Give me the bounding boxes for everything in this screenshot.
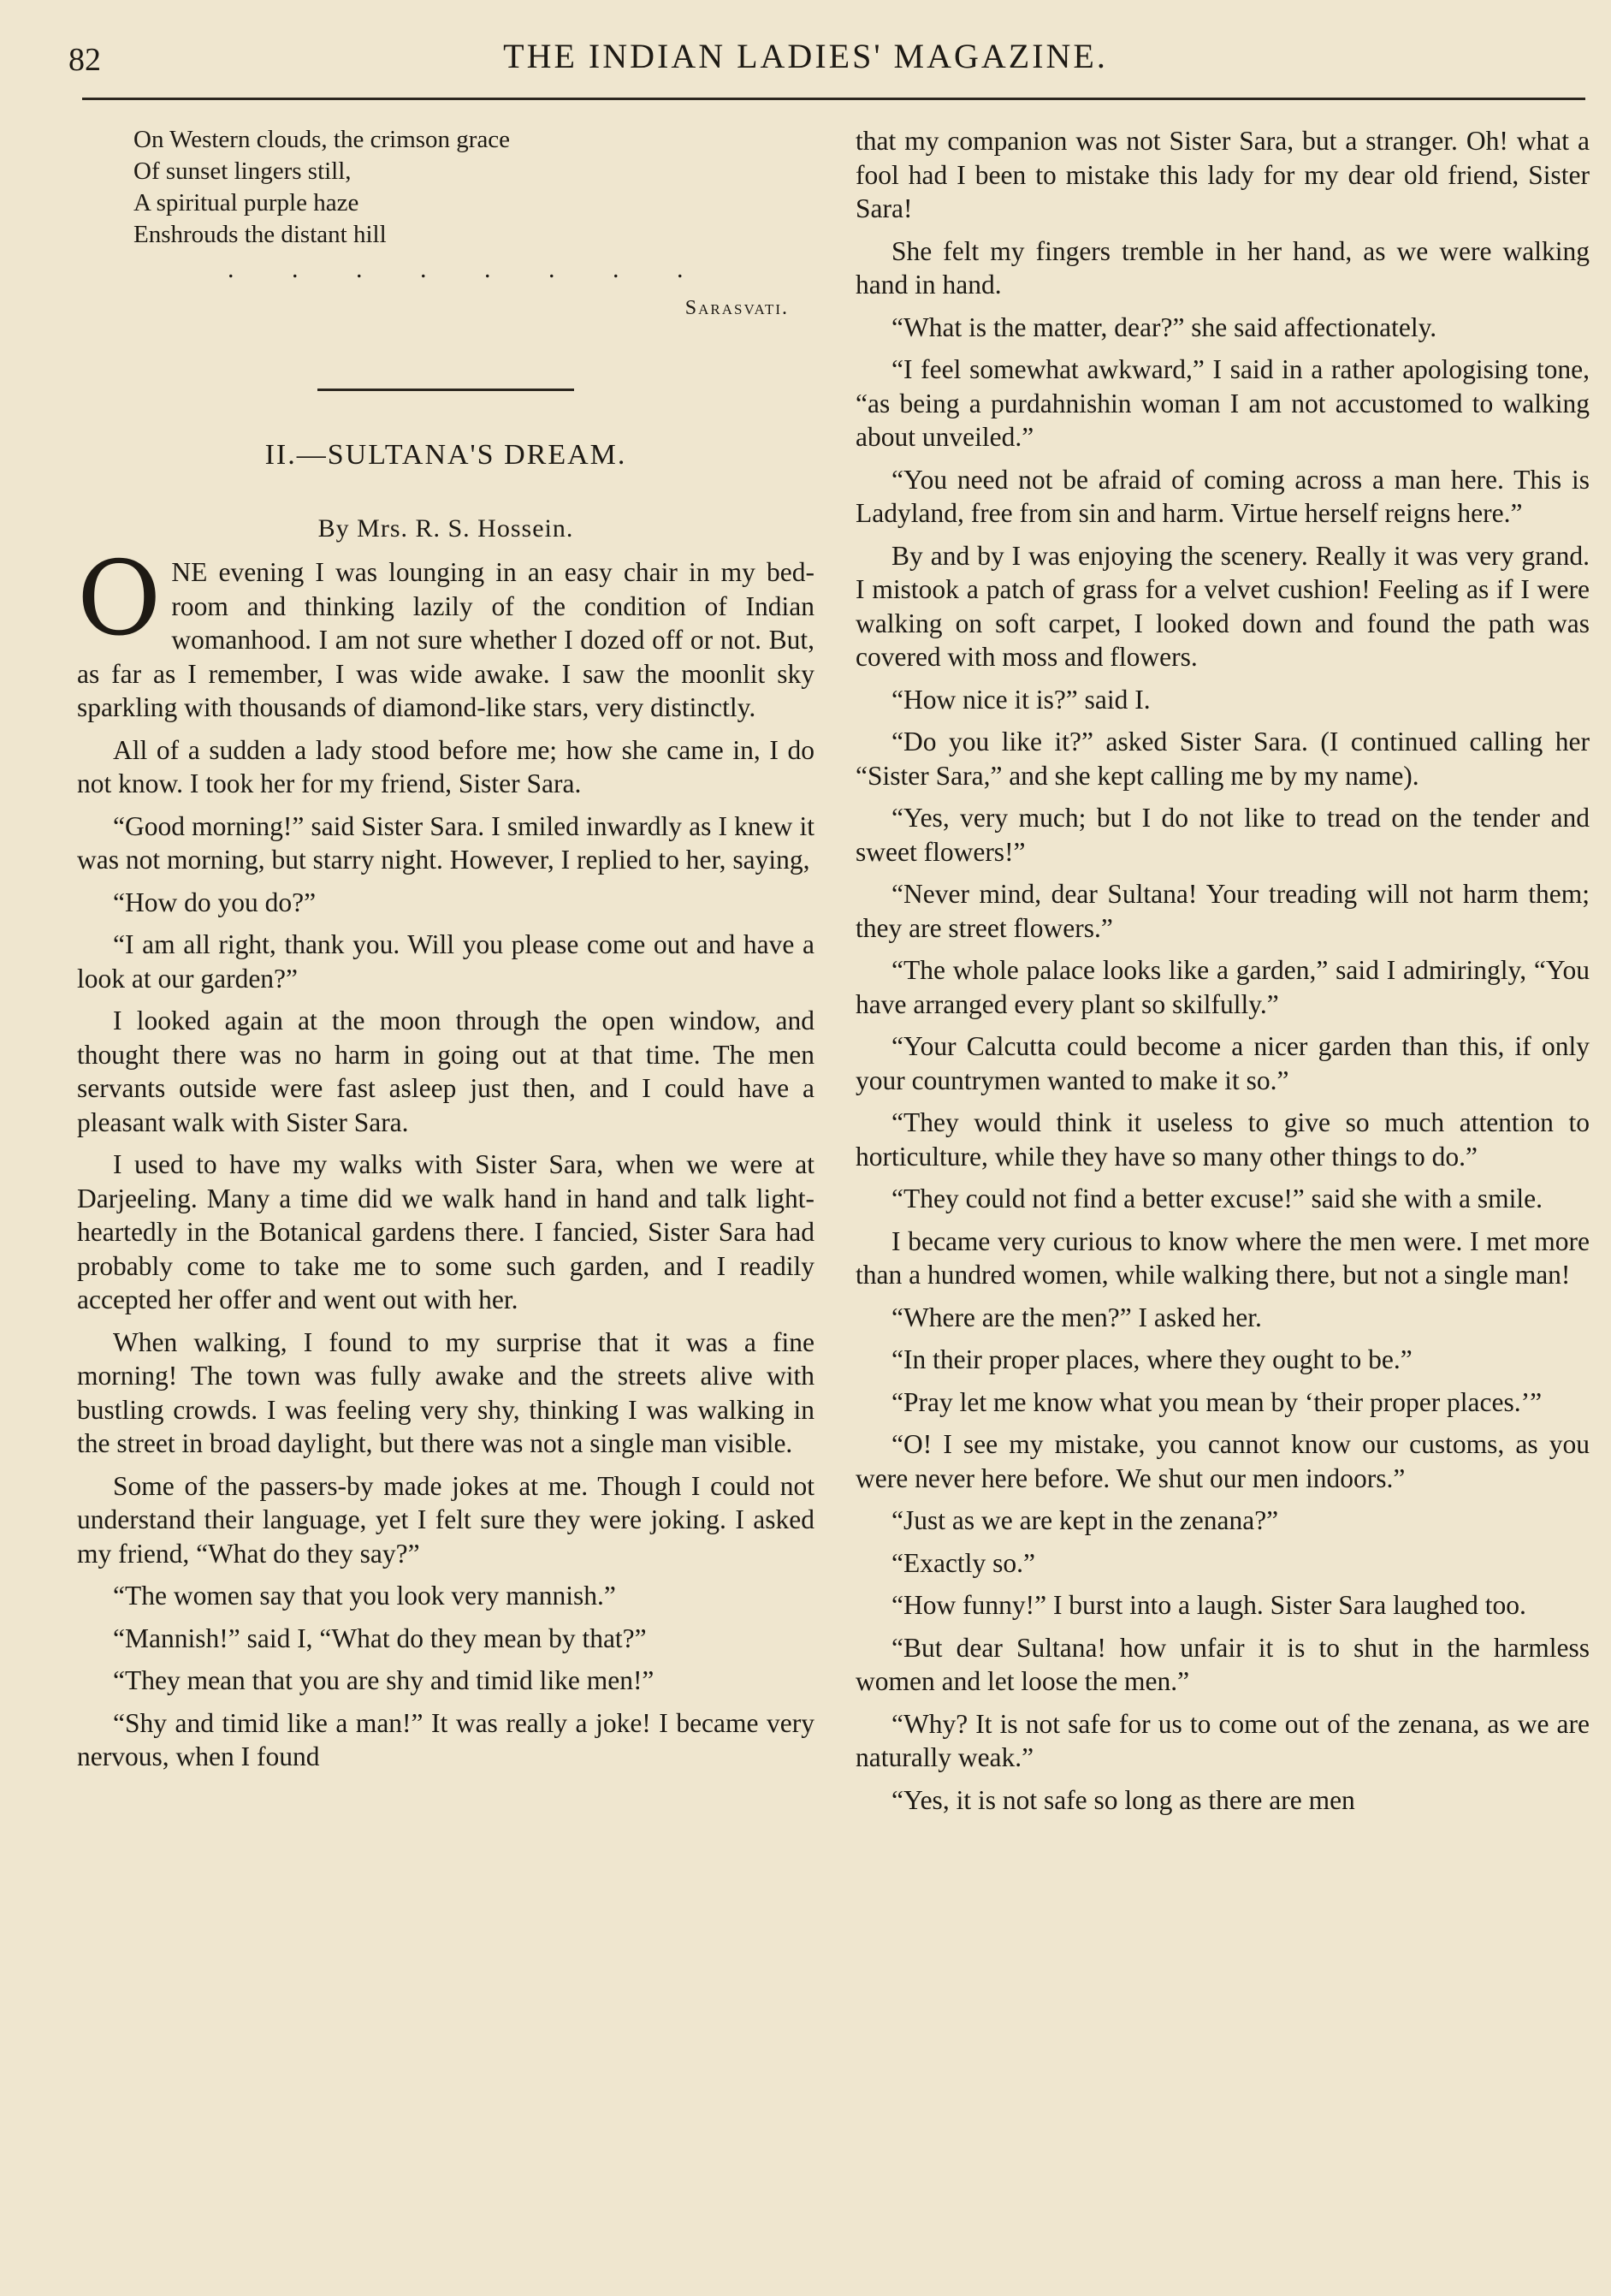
left-column [77, 124, 814, 1783]
section-divider [317, 389, 574, 391]
paragraph: “O! I see my mistake, you cannot know our customs, as you were never here before. We shut our men indoors.” [856, 1429, 1590, 1493]
right-column [856, 124, 1590, 1825]
paragraph: “Good morning!” said Sister Sara. I smiled inwardly as I knew it was not morning, but starry night. However, I replied to her, saying, [77, 810, 814, 875]
page-number: 82 [68, 42, 101, 78]
paragraph: Some of the passers-by made jokes at me. Though I could not understand their language, yet I felt sure they were joking. I asked my friend, “What do they say?” [77, 1470, 814, 1569]
page-header [0, 0, 1611, 111]
paragraph: “Mannish!” said I, “What do they mean by that?” [113, 1623, 647, 1653]
paragraph: By and by I was enjoying the scenery. Really it was very grand. I mistook a patch of grass for a velvet cushion! Feeling as if I were walking on soft carpet, I looked down and found the path was covered with moss and flowers. [856, 540, 1590, 672]
paragraph: “The whole palace looks like a garden,” said I admiringly, “You have arranged every plant so skilfully.” [856, 955, 1590, 1019]
paragraph: “They could not find a better excuse!” said she with a smile. [891, 1184, 1543, 1213]
paragraph: “You need not be afraid of coming across a man here. This is Ladyland, free from sin and harm. Virtue herself reigns here.” [856, 464, 1590, 528]
poem-author: Sarasvati. [684, 297, 789, 319]
paragraph: “They mean that you are shy and timid like men!” [113, 1665, 654, 1695]
paragraph: that my companion was not Sister Sara, but a stranger. Oh! what a fool had I been to mistake this lady for my dear old friend, Sister Sara! [856, 126, 1590, 223]
paragraph: She felt my fingers tremble in her hand, as we were walking hand in hand. [856, 235, 1590, 300]
paragraph: I looked again at the moon through the open window, and thought there was no harm in going out at that time. The men servants outside were fast asleep just then, and I could have a pleasant walk with Sister Sara. [77, 1006, 814, 1137]
paragraph: “Yes, very much; but I do not like to tread on the tender and sweet flowers!” [856, 803, 1590, 867]
paragraph: “The women say that you look very mannish.” [113, 1581, 616, 1611]
paragraph: “Pray let me know what you mean by ‘their proper places.’” [891, 1386, 1543, 1417]
poem-line: On Western clouds, the crimson grace [133, 126, 511, 153]
paragraph: “Yes, it is not safe so long as there are men [891, 1784, 1355, 1815]
poem-line: Of sunset lingers still, [133, 157, 352, 185]
paragraph: “Do you like it?” asked Sister Sara. (I continued calling her “Sister Sara,” and she kept calling me by my name). [856, 727, 1590, 791]
paragraph: “Just as we are kept in the zenana?” [891, 1505, 1279, 1535]
article-byline: By Mrs. R. S. Hossein. [317, 514, 574, 543]
ellipsis-line: . . . . . . . . [228, 255, 709, 283]
poem-line: Enshrouds the distant hill [133, 221, 387, 248]
paragraph: “I feel somewhat awkward,” I said in a rather apologising tone, “as being a purdahnishin woman I am not accustomed to walking about unveiled.” [856, 354, 1590, 452]
running-head: THE INDIAN LADIES' MAGAZINE. [503, 37, 1108, 75]
article-title: II.—SULTANA'S DREAM. [264, 439, 627, 471]
paragraph: “Where are the men?” I asked her. [891, 1302, 1262, 1332]
paragraph: “What is the matter, dear?” she said affectionately. [891, 311, 1437, 342]
header-rule [82, 98, 1585, 100]
paragraph: “Never mind, dear Sultana! Your treading will not harm them; they are street flowers.” [856, 879, 1590, 943]
drop-cap: O [77, 540, 162, 659]
paragraph: I became very curious to know where the men were. I met more than a hundred women, while walking there, but not a single man! [856, 1225, 1590, 1290]
paragraph: “In their proper places, where they ought to be.” [891, 1344, 1413, 1374]
paragraph-text: NE evening I was lounging in an easy chair in my bed-room and thinking lazily of the condition of Indian womanhood. I am not sure whether I dozed off or not. But, as far as I remember, I was wide awake. I saw the moonlit sky sparkling with thousands of diamond-like stars, very distinctly. [77, 557, 814, 722]
paragraph: “How nice it is?” said I. [891, 684, 1151, 715]
paragraph: When walking, I found to my surprise that it was a fine morning! The town was fully awake and the streets alive with bustling crowds. I was feeling very shy, thinking I was walking in the street in broad daylight, but there was not a single man visible. [77, 1326, 814, 1458]
paragraph: “Shy and timid like a man!” It was really a joke! I became very nervous, when I found [77, 1707, 814, 1771]
paragraph: I used to have my walks with Sister Sara, when we were at Darjeeling. Many a time did we walk hand in hand and talk light-heartedly in the Botanical gardens there. I fancied, Sister Sara had probably come to take me to some such garden, and I readily accepted her offer and went out with her. [77, 1149, 814, 1314]
poem-line: A spiritual purple haze [133, 189, 359, 217]
paragraph: “They would think it useless to give so much attention to horticulture, while they have so many other things to do.” [856, 1107, 1590, 1172]
paragraph: “I am all right, thank you. Will you please come out and have a look at our garden?” [77, 929, 814, 994]
paragraph [77, 540, 814, 725]
paragraph: “Why? It is not safe for us to come out of the zenana, as we are naturally weak.” [856, 1708, 1590, 1772]
paragraph: All of a sudden a lady stood before me; how she came in, I do not know. I took her for my friend, Sister Sara. [77, 734, 814, 798]
paragraph: “But dear Sultana! how unfair it is to shut in the harmless women and let loose the men.” [856, 1632, 1590, 1696]
paragraph: “How funny!” I burst into a laugh. Sister Sara laughed too. [891, 1590, 1526, 1620]
paragraph: “Exactly so.” [891, 1547, 1035, 1578]
paragraph: “How do you do?” [113, 887, 317, 917]
paragraph: “Your Calcutta could become a nicer garden than this, if only your countrymen wanted to make it so.” [856, 1031, 1590, 1095]
poem [133, 124, 814, 288]
